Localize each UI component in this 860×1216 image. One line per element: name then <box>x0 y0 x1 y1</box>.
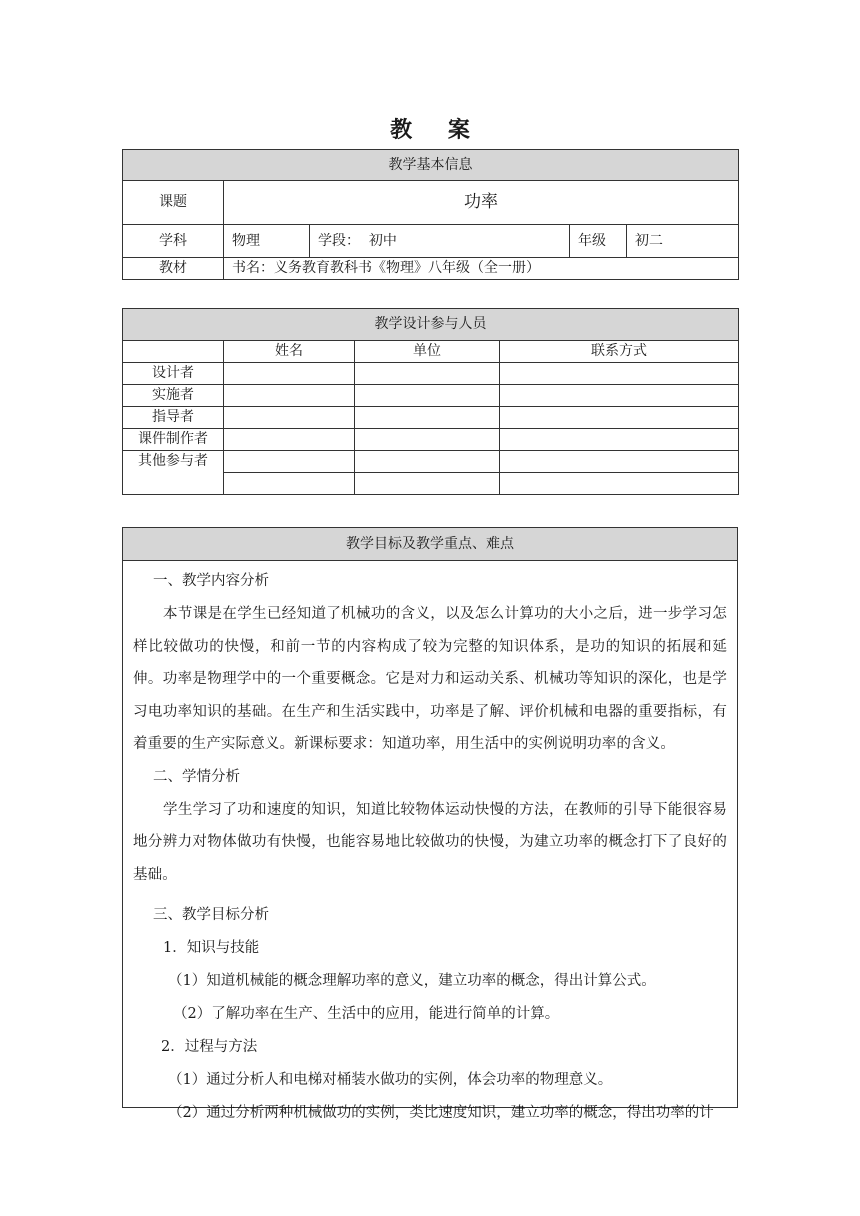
section-2-text: 学生学习了功和速度的知识，知道比较物体运动快慢的方法，在教师的引导下能很容易地分辨力对物体做功有快慢，也能容易地比较做功的快慢，为建立功率的概念打下了良好的基础。 <box>133 801 727 883</box>
goal-1-title: 1．知识与技能 <box>163 940 260 956</box>
cell <box>500 451 739 473</box>
section-3-title: 三、教学目标分析 <box>153 907 269 923</box>
cell <box>355 363 500 385</box>
cell <box>355 407 500 429</box>
corner-cell <box>123 341 224 363</box>
col-contact: 联系方式 <box>500 341 739 363</box>
row-designer: 设计者 <box>123 363 224 385</box>
subject-label: 学科 <box>123 225 224 258</box>
grade-label: 年级 <box>570 225 627 258</box>
col-unit: 单位 <box>355 341 500 363</box>
grade-value: 初二 <box>627 225 739 258</box>
objectives-header: 教学目标及教学重点、难点 <box>123 528 737 561</box>
basic-info-table <box>122 149 739 280</box>
goal-2-item-1: （1）通过分析人和电梯对桶装水做功的实例，体会功率的物理意义。 <box>168 1072 613 1088</box>
cell <box>224 385 355 407</box>
section-1-text: 本节课是在学生已经知道了机械功的含义，以及怎么计算功的大小之后，进一步学习怎样比较做功的快慢，和前一节的内容构成了较为完整的知识体系，是功的知识的拓展和延伸。功率是物理学中的一个重要概念。它是对力和运动关系、机械功等知识的深化，也是学习电功率知识的基础。在生产和生活实践中，功率是了解、评价机械和电器的重要指标，有着重要的生产实际意义。新课标要求：知道功率，用生活中的实例说明功率的含义。 <box>133 606 727 752</box>
cell <box>224 363 355 385</box>
goal-1-item-1: （1）知道机械能的概念理解功率的意义，建立功率的概念，得出计算公式。 <box>168 973 656 989</box>
row-advisor: 指导者 <box>123 407 224 429</box>
cell <box>355 385 500 407</box>
row-implementer: 实施者 <box>123 385 224 407</box>
basic-info-header: 教学基本信息 <box>123 150 739 181</box>
row-courseware-maker: 课件制作者 <box>123 429 224 451</box>
cell <box>224 429 355 451</box>
topic-value: 功率 <box>224 181 739 225</box>
topic-label: 课题 <box>123 181 224 225</box>
section-1-title: 一、教学内容分析 <box>153 573 269 589</box>
cell <box>355 451 500 473</box>
section-2-title: 二、学情分析 <box>153 768 240 785</box>
objectives-section <box>122 527 738 1121</box>
textbook-value: 书名：义务教育教科书《物理》八年级（全一册） <box>224 258 739 280</box>
stage-text: 学段： 初中 <box>310 225 570 258</box>
cell <box>500 473 739 495</box>
col-name: 姓名 <box>224 341 355 363</box>
cell <box>224 473 355 495</box>
cell <box>355 429 500 451</box>
row-other-participants: 其他参与者 <box>123 451 224 495</box>
cell <box>355 473 500 495</box>
goal-1-item-2: （2）了解功率在生产、生活中的应用，能进行简单的计算。 <box>173 1006 560 1022</box>
cell <box>500 385 739 407</box>
participants-header: 教学设计参与人员 <box>123 309 739 341</box>
subject-value: 物理 <box>224 225 310 258</box>
cell <box>500 407 739 429</box>
cell <box>500 429 739 451</box>
page-title: 教 案 <box>390 118 484 143</box>
participants-table <box>122 308 739 495</box>
textbook-label: 教材 <box>123 258 224 280</box>
goal-2-item-2: （2）通过分析两种机械做功的实例，类比速度知识，建立功率的概念，得出功率的计 <box>168 1105 714 1121</box>
goal-2-title: 2．过程与方法 <box>161 1039 258 1055</box>
cell <box>224 407 355 429</box>
cell <box>224 451 355 473</box>
cell <box>500 363 739 385</box>
